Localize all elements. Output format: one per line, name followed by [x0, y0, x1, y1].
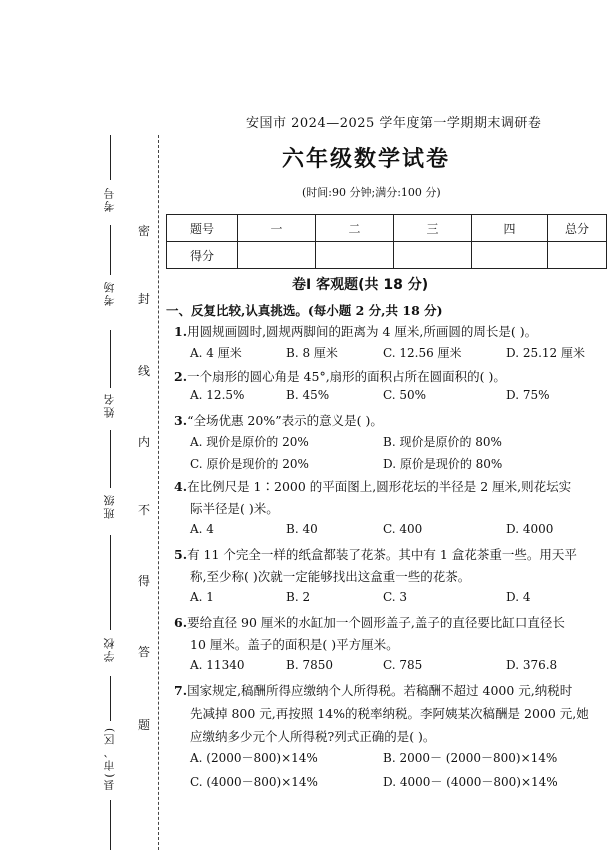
page-title: 六年级数学试卷 [282, 147, 451, 172]
question-text-cont: 称,至少称( )次就一定能够找出这盒重一些的花茶。 [190, 569, 471, 584]
table-cell: 一 [238, 215, 316, 242]
class-label: 班级 [103, 493, 116, 519]
question-text-cont: 10 厘米。盖子的面积是( )平方厘米。 [190, 637, 399, 652]
question-number: 2. [174, 369, 188, 384]
question-stem [174, 681, 572, 699]
score-input-cell[interactable] [472, 242, 548, 269]
option: A. 现价是原价的 20% [190, 435, 309, 449]
option: C. 785 [383, 658, 423, 672]
question-text: 在比例尺是 1∶2000 的平面图上,圆形花坛的半径是 2 厘米,则花坛实 [187, 479, 572, 494]
option: D. 4000－ (4000－800)×14% [383, 775, 558, 789]
option: C. 400 [383, 522, 423, 536]
option: B. 45% [286, 388, 330, 402]
option: A. 4 [190, 522, 214, 536]
question-number: 3. [174, 413, 188, 428]
score-input-cell[interactable] [238, 242, 316, 269]
option: B. 7850 [286, 658, 333, 672]
option: B. 40 [286, 522, 318, 536]
option: C. (4000－800)×14% [190, 775, 318, 789]
exam-room-label: 考场 [103, 280, 116, 306]
option: A. (2000－800)×14% [190, 751, 318, 765]
option: D. 4 [506, 590, 531, 604]
table-row [167, 242, 607, 269]
table-cell: 四 [472, 215, 548, 242]
seal-char: 封 [138, 292, 151, 306]
score-table [166, 214, 607, 269]
question-text: “全场优惠 20%”表示的意义是( )。 [187, 413, 383, 428]
table-cell: 总分 [548, 215, 607, 242]
school-line [110, 535, 111, 630]
seal-char: 不 [138, 503, 151, 517]
option: C. 原价是现价的 20% [190, 457, 309, 471]
question-text: 一个扇形的圆心角是 45°,扇形的面积占所在圆面积的( )。 [187, 369, 506, 384]
score-input-cell[interactable] [548, 242, 607, 269]
option: D. 原价是现价的 80% [383, 457, 503, 471]
seal-char: 题 [138, 718, 151, 732]
question-text-cont: 先减掉 800 元,再按照 14%的税率纳税。李阿姨某次稿酬是 2000 元,她 [190, 706, 589, 721]
question-text: 国家规定,稿酬所得应缴纳个人所得税。若稿酬不超过 4000 元,纳税时 [187, 683, 573, 698]
school-label: 学校 [103, 636, 116, 662]
table-cell: 题号 [167, 215, 238, 242]
option: B. 8 厘米 [286, 346, 338, 360]
seal-char: 线 [138, 364, 151, 378]
question-text-cont: 应缴纳多少元个人所得税?列式正确的是( )。 [190, 729, 436, 744]
option: D. 376.8 [506, 658, 558, 672]
question-number: 5. [174, 547, 188, 562]
name-label: 姓名 [103, 392, 116, 418]
question-stem [174, 477, 571, 495]
question-text: 要给直径 90 厘米的水缸加一个圆形盖子,盖子的直径要比缸口直径长 [187, 615, 565, 630]
question-stem [174, 411, 383, 429]
question-stem [174, 613, 565, 631]
option: C. 12.56 厘米 [383, 346, 462, 360]
exam-number-label: 考号 [103, 186, 116, 212]
option: C. 50% [383, 388, 427, 402]
question-text-cont: 际半径是( )米。 [190, 501, 279, 516]
option: B. 现价是原价的 80% [383, 435, 502, 449]
score-input-cell[interactable] [316, 242, 394, 269]
exam-number-line [110, 135, 111, 180]
option: D. 4000 [506, 522, 554, 536]
option: D. 25.12 厘米 [506, 346, 585, 360]
option: A. 12.5% [190, 388, 245, 402]
exam-info: (时间:90 分钟;满分:100 分) [302, 186, 441, 199]
exam-room-line [110, 225, 111, 275]
question-text: 有 11 个完全一样的纸盒都装了花茶。其中有 1 盒花茶重一些。用天平 [187, 547, 577, 562]
seal-char: 得 [138, 574, 151, 588]
county-line-bottom [110, 800, 111, 850]
seal-char: 内 [138, 435, 151, 449]
option: A. 1 [190, 590, 214, 604]
table-cell: 得分 [167, 242, 238, 269]
score-input-cell[interactable] [394, 242, 472, 269]
option: D. 75% [506, 388, 550, 402]
class-line [110, 430, 111, 488]
name-line [110, 330, 111, 388]
option: B. 2 [286, 590, 311, 604]
table-row [167, 215, 607, 242]
seal-line [158, 135, 159, 850]
seal-char: 密 [138, 224, 151, 238]
county-label: 县(市、区) [103, 726, 116, 791]
option: A. 4 厘米 [190, 346, 242, 360]
option: A. 11340 [190, 658, 245, 672]
question-stem [174, 322, 537, 340]
exam-name: 安国市 2024—2025 学年度第一学期期末调研卷 [246, 116, 542, 131]
table-cell: 三 [394, 215, 472, 242]
part-title: 一、反复比较,认真挑选。(每小题 2 分,共 18 分) [166, 303, 443, 318]
question-stem [174, 367, 506, 385]
option: C. 3 [383, 590, 408, 604]
question-number: 4. [174, 479, 188, 494]
option: B. 2000－ (2000－800)×14% [383, 751, 558, 765]
question-number: 7. [174, 683, 188, 698]
question-number: 1. [174, 324, 188, 339]
county-line-top [110, 676, 111, 721]
seal-char: 答 [138, 645, 151, 659]
table-cell: 二 [316, 215, 394, 242]
question-stem [174, 545, 577, 563]
question-text: 用圆规画圆时,圆规两脚间的距离为 4 厘米,所画圆的周长是( )。 [187, 324, 538, 339]
section-title: 卷Ⅰ 客观题(共 18 分) [292, 277, 429, 293]
question-number: 6. [174, 615, 188, 630]
